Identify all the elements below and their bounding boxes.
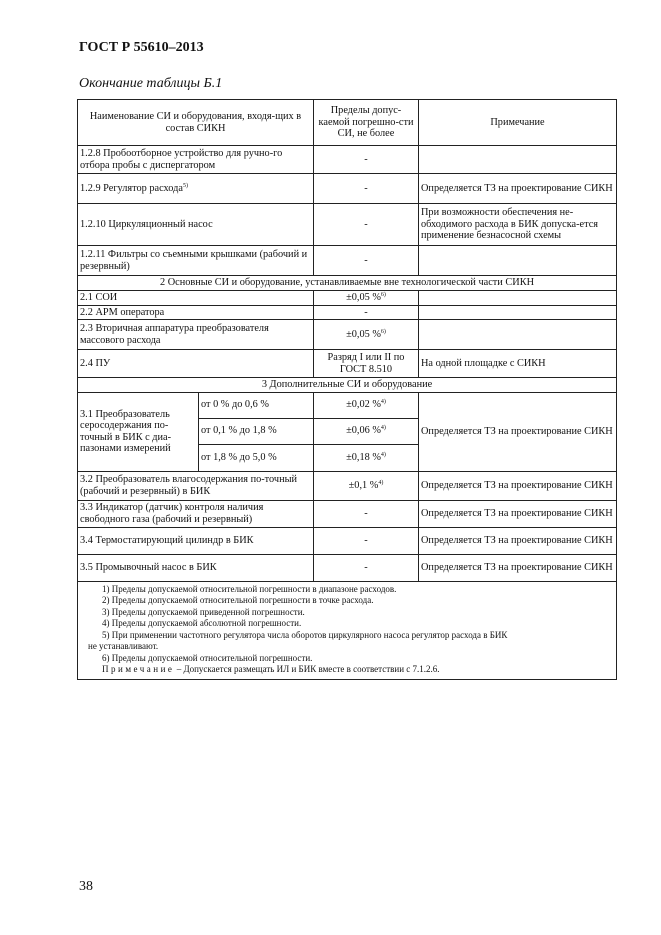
row-name: 2.3 Вторичная аппаратура преобразователя массового расхода [78, 320, 314, 350]
table-caption: Окончание таблицы Б.1 [79, 76, 223, 91]
table-row [78, 350, 617, 378]
footnote-ref: 5) [182, 182, 188, 189]
row-name: 1.2.11 Фильтры со съемными крышками (рабочий и резервный) [78, 246, 314, 276]
row-note: Определяется ТЗ на проектирование СИКН [419, 500, 617, 527]
section-3-title: 3 Дополнительные СИ и оборудование [78, 378, 617, 393]
table-row [78, 320, 617, 350]
row-limit: ±0,1 %$^{4)}$ [314, 471, 419, 500]
row-note: Определяется ТЗ на проектирование СИКН [419, 554, 617, 581]
table-header-row [78, 100, 617, 146]
footnote-1: 1) Пределы допускаемой относительной погрешности в диапазоне расходов. [102, 583, 397, 594]
row-limit: ±0,18 %$^{4)}$ [314, 444, 419, 471]
equipment-table [77, 99, 617, 680]
footnote-5-continued: не устанавливают. [88, 641, 159, 652]
row-name: 2.2 АРМ оператора [78, 305, 314, 320]
table-row [78, 471, 617, 500]
row-limit: - [314, 146, 419, 174]
row-limit: - [314, 305, 419, 320]
footnote-4: 4) Пределы допускаемой абсолютной погрешности. [102, 618, 302, 629]
note-text: – Допускается размещать ИЛ и БИК вместе в соответствии с 7.1.2.6. [176, 664, 440, 675]
row-limit: ±0,05 %$^{6)}$ [314, 290, 419, 305]
row-name: 3.1 Преобразователь серосодержания по-точный в БИК с диа-пазонами измерений [78, 392, 199, 471]
row-name: 1.2.9 Регулятор расхода$^{5)}$ [78, 174, 314, 204]
page-number: 38 [79, 879, 93, 894]
row-note: Определяется ТЗ на проектирование СИКН [419, 174, 617, 204]
row-note: Определяется ТЗ на проектирование СИКН [419, 392, 617, 471]
table-row [78, 554, 617, 581]
header-name: Наименование СИ и оборудования, входя-щих в состав СИКН [78, 100, 314, 146]
row-name: 3.2 Преобразователь влагосодержания по-точный (рабочий и резервный) в БИК [78, 471, 314, 500]
row-note [419, 305, 617, 320]
row-limit: - [314, 500, 419, 527]
row-note: Определяется ТЗ на проектирование СИКН [419, 527, 617, 554]
row-name: 1.2.10 Циркуляционный насос [78, 204, 314, 246]
table-row [78, 527, 617, 554]
standard-header: ГОСТ Р 55610–2013 [79, 40, 204, 55]
range-cell: от 0 % до 0,6 % [199, 392, 314, 418]
row-note [419, 320, 617, 350]
table-row [78, 305, 617, 320]
row-limit: - [314, 527, 419, 554]
range-cell: от 0,1 % до 1,8 % [199, 418, 314, 444]
header-note: Примечание [419, 100, 617, 146]
table-note [88, 664, 610, 676]
footnote-6: 6) Пределы допускаемой относительной погрешности. [102, 652, 313, 663]
footnotes [78, 581, 617, 679]
row-limit: - [314, 204, 419, 246]
footnotes-row [78, 581, 617, 679]
footnote-2: 2) Пределы допускаемой относительной погрешности в точке расхода. [102, 595, 374, 606]
row-name: 3.5 Промывочный насос в БИК [78, 554, 314, 581]
row-limit: - [314, 174, 419, 204]
row-name: 3.4 Термостатирующий цилиндр в БИК [78, 527, 314, 554]
footnote-3: 3) Пределы допускаемой приведенной погрешности. [102, 606, 305, 617]
row-name: 2.1 СОИ [78, 290, 314, 305]
section-row [78, 378, 617, 393]
note-label: Примечание [102, 664, 175, 675]
table-row [78, 290, 617, 305]
row-name: 1.2.8 Пробоотборное устройство для ручно-го отбора пробы с диспергатором [78, 146, 314, 174]
footnote-5: 5) При применении частотного регулятора числа оборотов циркулярного насоса регулятор расхода в БИК [102, 629, 508, 640]
row-note: Определяется ТЗ на проектирование СИКН [419, 471, 617, 500]
table-row [78, 246, 617, 276]
row-limit: Разряд I или II по ГОСТ 8.510 [314, 350, 419, 378]
row-note: При возможности обеспечения не-обходимого расхода в БИК допуска-ется применение безнасосной схемы [419, 204, 617, 246]
row-note [419, 246, 617, 276]
table-row [78, 174, 617, 204]
row-limit: ±0,06 %$^{4)}$ [314, 418, 419, 444]
row-limit: - [314, 554, 419, 581]
row-limit: ±0,05 %$^{6)}$ [314, 320, 419, 350]
row-name: 3.3 Индикатор (датчик) контроля наличия свободного газа (рабочий и резервный) [78, 500, 314, 527]
section-2-title: 2 Основные СИ и оборудование, устанавливаемые вне технологической части СИКН [78, 276, 617, 291]
table-row [78, 392, 617, 418]
row-note [419, 146, 617, 174]
header-limits: Пределы допус-каемой погрешно-сти СИ, не более [314, 100, 419, 146]
section-row [78, 276, 617, 291]
row-note: На одной площадке с СИКН [419, 350, 617, 378]
row-name: 2.4 ПУ [78, 350, 314, 378]
range-cell: от 1,8 % до 5,0 % [199, 444, 314, 471]
row-note [419, 290, 617, 305]
row-limit: - [314, 246, 419, 276]
table-row [78, 146, 617, 174]
row-limit: ±0,02 %$^{4)}$ [314, 392, 419, 418]
table-row [78, 500, 617, 527]
table-row [78, 204, 617, 246]
